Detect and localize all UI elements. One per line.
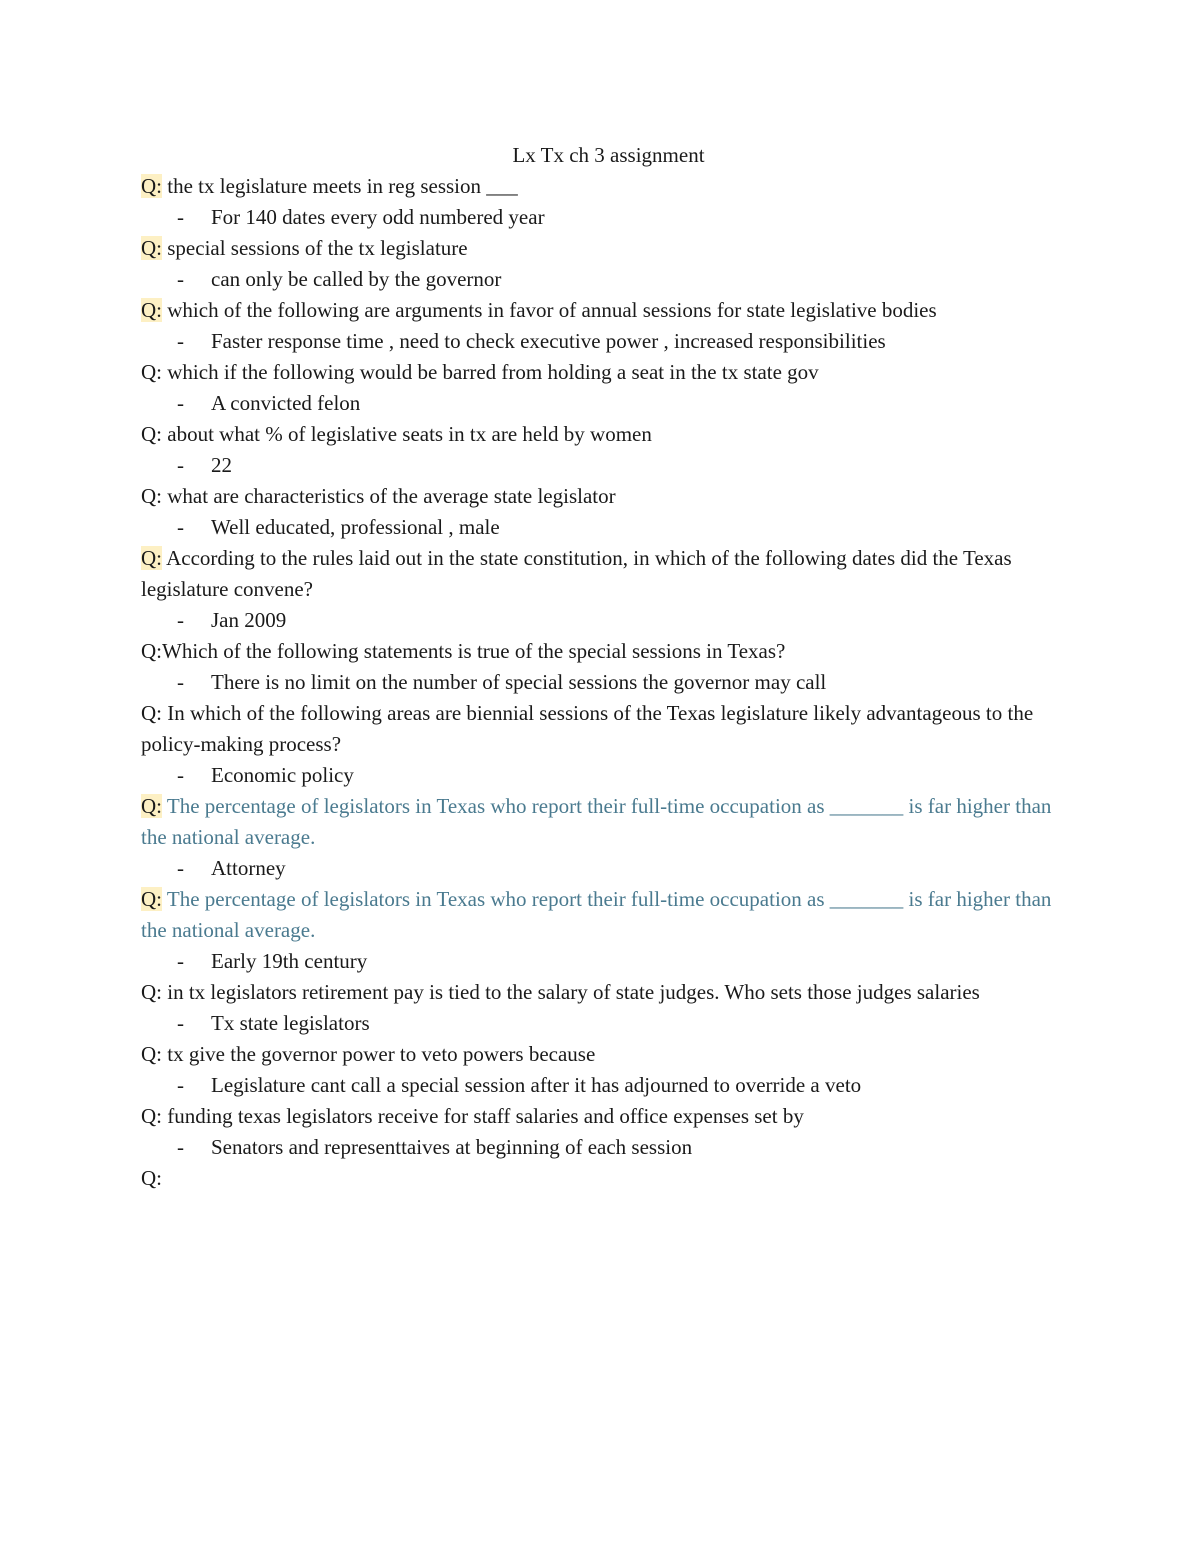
question-text: The percentage of legislators in Texas who report their full-time occupation as _______ is far higher than the national average.: [141, 794, 1052, 849]
answer-line: [141, 450, 1066, 481]
answer-line: [141, 388, 1066, 419]
question-text: the tx legislature meets in reg session ___: [162, 174, 518, 198]
question-text: In which of the following areas are biennial sessions of the Texas legislature likely advantageous to the policy-making process?: [141, 701, 1034, 756]
question-line: [141, 698, 1066, 760]
question-marker: Q:: [141, 1104, 162, 1128]
question-text: According to the rules laid out in the state constitution, in which of the following dates did the Texas legislature convene?: [141, 546, 1012, 601]
question-text: what are characteristics of the average state legislator: [162, 484, 616, 508]
bullet-dash: -: [177, 205, 184, 229]
qa-item: [141, 884, 1066, 977]
question-text: tx give the governor power to veto powers because: [162, 1042, 596, 1066]
question-marker: Q:: [141, 980, 162, 1004]
question-marker: Q:: [141, 546, 162, 570]
question-line: [141, 636, 1066, 667]
question-text: which of the following are arguments in favor of annual sessions for state legislative bodies: [162, 298, 937, 322]
question-line: [141, 419, 1066, 450]
answer-line: [141, 512, 1066, 543]
question-text: in tx legislators retirement pay is tied to the salary of state judges. Who sets those judges salaries: [162, 980, 980, 1004]
bullet-dash: -: [177, 949, 184, 973]
qa-item: [141, 1101, 1066, 1163]
bullet-dash: -: [177, 515, 184, 539]
question-text: special sessions of the tx legislature: [162, 236, 468, 260]
qa-item: [141, 171, 1066, 233]
question-line: [141, 977, 1066, 1008]
answer-text: There is no limit on the number of special sessions the governor may call: [211, 670, 827, 694]
answer-text: Senators and representtaives at beginning of each session: [211, 1135, 693, 1159]
answer-line: [141, 1008, 1066, 1039]
question-marker: Q:: [141, 360, 162, 384]
question-text: which if the following would be barred from holding a seat in the tx state gov: [162, 360, 819, 384]
bullet-dash: -: [177, 329, 184, 353]
question-line: [141, 233, 1066, 264]
question-marker: Q:: [141, 1042, 162, 1066]
question-text: about what % of legislative seats in tx are held by women: [162, 422, 652, 446]
answer-line: [141, 667, 1066, 698]
answer-line: [141, 760, 1066, 791]
bullet-dash: -: [177, 453, 184, 477]
answer-text: can only be called by the governor: [211, 267, 502, 291]
qa-item: [141, 233, 1066, 295]
question-line: [141, 1163, 1066, 1194]
question-line: [141, 884, 1066, 946]
answer-line: [141, 326, 1066, 357]
question-marker: Q:: [141, 639, 162, 663]
answer-line: [141, 605, 1066, 636]
answer-text: A convicted felon: [211, 391, 361, 415]
answer-text: Jan 2009: [211, 608, 287, 632]
answer-text: Legislature cant call a special session after it has adjourned to override a veto: [211, 1073, 862, 1097]
qa-item: [141, 1163, 1066, 1194]
answer-line: [141, 1132, 1066, 1163]
question-marker: Q:: [141, 1166, 162, 1190]
question-text: funding texas legislators receive for staff salaries and office expenses set by: [162, 1104, 804, 1128]
question-line: [141, 295, 1066, 326]
answer-line: [141, 264, 1066, 295]
answer-text: Tx state legislators: [211, 1011, 370, 1035]
question-line: [141, 171, 1066, 202]
question-line: [141, 791, 1066, 853]
question-text: Which of the following statements is true of the special sessions in Texas?: [162, 639, 786, 663]
qa-item: [141, 791, 1066, 884]
qa-item: [141, 977, 1066, 1039]
bullet-dash: -: [177, 1073, 184, 1097]
answer-line: [141, 202, 1066, 233]
document-body: [141, 140, 1066, 1194]
answer-line: [141, 1070, 1066, 1101]
bullet-dash: -: [177, 670, 184, 694]
question-text: The percentage of legislators in Texas who report their full-time occupation as _______ is far higher than the national average.: [141, 887, 1052, 942]
qa-item: [141, 543, 1066, 636]
question-marker: Q:: [141, 701, 162, 725]
question-line: [141, 1039, 1066, 1070]
question-line: [141, 1101, 1066, 1132]
question-marker: Q:: [141, 298, 162, 322]
answer-line: [141, 946, 1066, 977]
answer-text: 22: [211, 453, 232, 477]
qa-item: [141, 698, 1066, 791]
question-marker: Q:: [141, 236, 162, 260]
answer-text: For 140 dates every odd numbered year: [211, 205, 545, 229]
qa-item: [141, 1039, 1066, 1101]
bullet-dash: -: [177, 856, 184, 880]
question-marker: Q:: [141, 422, 162, 446]
qa-item: [141, 636, 1066, 698]
answer-text: Early 19th century: [211, 949, 368, 973]
answer-text: Attorney: [211, 856, 286, 880]
question-marker: Q:: [141, 484, 162, 508]
bullet-dash: -: [177, 267, 184, 291]
question-line: [141, 357, 1066, 388]
qa-item: [141, 357, 1066, 419]
question-marker: Q:: [141, 794, 162, 818]
question-marker: Q:: [141, 174, 162, 198]
bullet-dash: -: [177, 1011, 184, 1035]
bullet-dash: -: [177, 391, 184, 415]
answer-text: Faster response time , need to check executive power , increased responsibilities: [211, 329, 886, 353]
question-line: [141, 481, 1066, 512]
bullet-dash: -: [177, 608, 184, 632]
qa-item: [141, 295, 1066, 357]
document-title: Lx Tx ch 3 assignment: [512, 143, 705, 167]
bullet-dash: -: [177, 1135, 184, 1159]
bullet-dash: -: [177, 763, 184, 787]
question-line: [141, 543, 1066, 605]
answer-line: [141, 853, 1066, 884]
question-marker: Q:: [141, 887, 162, 911]
answer-text: Well educated, professional , male: [211, 515, 500, 539]
answer-text: Economic policy: [211, 763, 354, 787]
qa-item: [141, 419, 1066, 481]
qa-item: [141, 481, 1066, 543]
